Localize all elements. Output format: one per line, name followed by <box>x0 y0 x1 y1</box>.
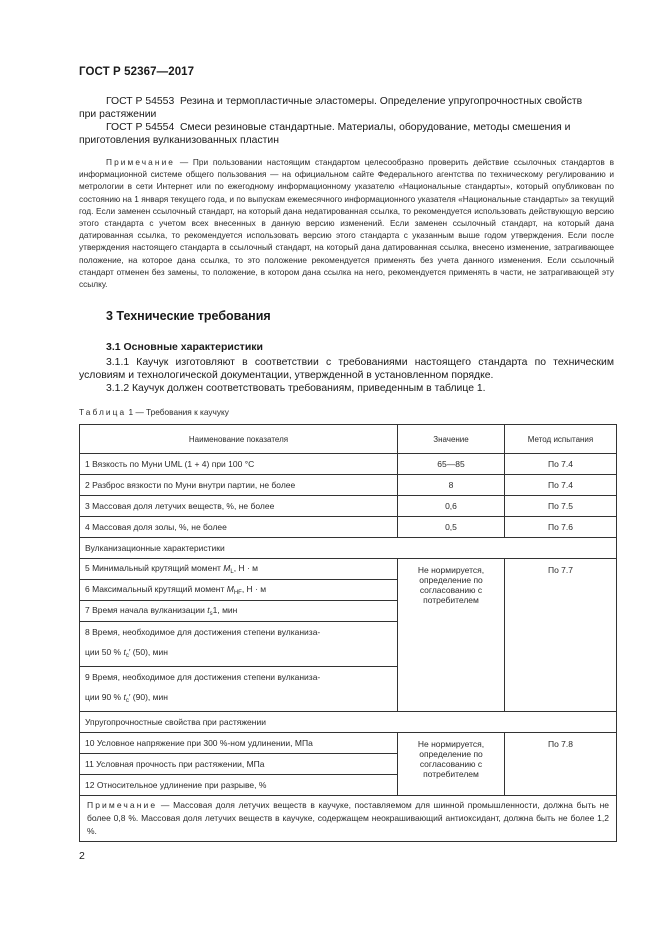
requirements-table <box>79 424 617 842</box>
group-title-row <box>80 712 617 733</box>
row-name-text: 5 Минимальный крутящий момент <box>85 563 224 573</box>
row-name-unit: ′ (90), мин <box>128 692 168 702</box>
row-value: 0,6 <box>398 496 505 517</box>
row-name <box>80 667 398 712</box>
references-note <box>79 156 614 290</box>
row-name-unit: , Н · м <box>241 584 267 594</box>
row-name-unit: , Н · м <box>233 563 258 573</box>
group-value: Не нормируется, определение по согласованию с потребителем <box>398 559 505 712</box>
reference-code: ГОСТ Р 54553 <box>106 96 175 107</box>
reference-title: Резина и термопластичные эластомеры. Определение упругопрочностных свойств <box>180 96 583 107</box>
group-method: По 7.8 <box>505 733 617 796</box>
header-value: Значение <box>398 425 505 454</box>
row-name: 12 Относительное удлинение при разрыве, % <box>80 775 398 796</box>
symbol-subscript: s <box>209 611 213 617</box>
symbol: M <box>223 563 231 573</box>
table-note-label: Примечание <box>87 800 158 810</box>
paragraph-text: 3.1.1 Каучук изготовляют в соответствии с требованиями настоящего стандарта по техническим условиям и технологической документации, утвержденной в установленном порядке. <box>79 357 614 382</box>
table-row <box>80 517 617 538</box>
row-name: 10 Условное напряжение при 300 %-ном удлинении, МПа <box>80 733 398 754</box>
row-method: По 7.5 <box>505 496 617 517</box>
section-title: 3 Технические требования <box>106 309 271 323</box>
group-method: По 7.7 <box>505 559 617 712</box>
reference-title-cont: при растяжении <box>79 109 157 120</box>
paragraph-3-1-2 <box>79 382 614 395</box>
row-name-text: 6 Максимальный крутящий момент <box>85 584 227 594</box>
symbol-subscript: L <box>230 569 234 575</box>
row-name: 2 Разброс вязкости по Муни внутри партии, не более <box>80 475 398 496</box>
table-row <box>80 454 617 475</box>
row-value: 65—85 <box>398 454 505 475</box>
group-title-row <box>80 538 617 559</box>
row-method: По 7.4 <box>505 475 617 496</box>
row-value: 0,5 <box>398 517 505 538</box>
row-method: По 7.6 <box>505 517 617 538</box>
row-name: 1 Вязкость по Муни UML (1 + 4) при 100 °С <box>80 454 398 475</box>
row-name-text: 7 Время начала вулканизации <box>85 605 208 615</box>
row-name <box>80 601 398 622</box>
symbol-subscript: c <box>125 653 129 659</box>
row-name-unit: ′ (50), мин <box>128 647 168 657</box>
table-header-row <box>80 425 617 454</box>
table-note-text: — Массовая доля летучих веществ в каучуке, поставляемом для шинной промышленности, должна быть не более 0,8 %. Массовая доля летучих веществ в каучуке, содержащем неокрашивающий антиоксидант, должна быть не более 1,2 %. <box>87 800 609 836</box>
symbol-subscript: c <box>125 698 129 704</box>
row-name <box>80 559 398 580</box>
row-name <box>80 622 398 667</box>
row-name-text: ции 90 % <box>85 692 124 702</box>
symbol: t <box>207 605 210 615</box>
row-method: По 7.4 <box>505 454 617 475</box>
table-note <box>80 796 617 842</box>
row-name-text: 9 Время, необходимое для достижения степени вулканиза- <box>85 672 321 682</box>
reference-item <box>79 121 614 147</box>
subsection-title: 3.1 Основные характеристики <box>106 341 263 353</box>
symbol-subscript: HF <box>233 590 242 596</box>
note-text: — При пользовании настоящим стандартом целесообразно проверить действие ссылочных стандартов в информационной системе общего пользования — на официальном сайте Федерального агентства по техническому регулированию и метрологии в сети Интернет или по ежегодному информационному указателю «Национальные стандарты», который опубликован по состоянию на 1 января текущего года, и по выпускам ежемесячного информационного указателя «Национальные стандарты» за текущий год. Если заменен ссылочный стандарт, на который дана недатированная ссылка, то рекомендуется использовать действующую версию этого стандарта с учетом всех внесенных в данную версию изменений. Если заменен ссылочный стандарт, на который дана датированная ссылка, то рекомендуется использовать версию этого стандарта с указанным выше годом утверждения. Если после утверждения настоящего стандарта в ссылочный стандарт, на который дана датированная ссылка, внесено изменение, затрагивающее положение, на которое дана ссылка, то это положение рекомендуется применять без учета данного изменения. Если ссылочный стандарт отменен без замены, то положение, в котором дана ссылка на него, рекомендуется применять в части, не затрагивающей эту ссылку. <box>79 157 614 290</box>
row-name-text: 8 Время, необходимое для достижения степени вулканиза- <box>85 627 321 637</box>
symbol: M <box>226 584 234 594</box>
table-row <box>80 496 617 517</box>
reference-item <box>79 95 614 121</box>
group-title: Упругопрочностные свойства при растяжении <box>80 712 617 733</box>
row-value: 8 <box>398 475 505 496</box>
table-caption-text: 1 — Требования к каучуку <box>126 407 229 417</box>
header-name: Наименование показателя <box>80 425 398 454</box>
group-value: Не нормируется, определение по согласованию с потребителем <box>398 733 505 796</box>
group-title: Вулканизационные характеристики <box>80 538 617 559</box>
table-caption-label: Таблица <box>79 407 127 417</box>
row-name-unit: 1, мин <box>212 605 238 615</box>
reference-title-cont: приготовления вулканизованных пластин <box>79 135 279 146</box>
note-label: Примечание <box>106 157 176 167</box>
reference-title: Смеси резиновые стандартные. Материалы, оборудование, методы смешения и <box>180 122 571 133</box>
row-name: 3 Массовая доля летучих веществ, %, не более <box>80 496 398 517</box>
symbol: t <box>123 647 126 657</box>
table-row <box>80 733 617 754</box>
table-caption <box>79 407 229 417</box>
reference-code: ГОСТ Р 54554 <box>106 122 175 133</box>
page-number: 2 <box>79 850 85 862</box>
row-name: 11 Условная прочность при растяжении, МПа <box>80 754 398 775</box>
table-note-row <box>80 796 617 842</box>
row-name: 4 Массовая доля золы, %, не более <box>80 517 398 538</box>
row-name-text: ции 50 % <box>85 647 124 657</box>
row-name <box>80 580 398 601</box>
table-row <box>80 559 617 580</box>
paragraph-3-1-1 <box>79 356 614 382</box>
symbol: t <box>123 692 126 702</box>
document-header: ГОСТ Р 52367—2017 <box>79 66 195 78</box>
paragraph-text: 3.1.2 Каучук должен соответствовать требованиям, приведенным в таблице 1. <box>106 383 486 394</box>
table-row <box>80 475 617 496</box>
header-method: Метод испытания <box>505 425 617 454</box>
